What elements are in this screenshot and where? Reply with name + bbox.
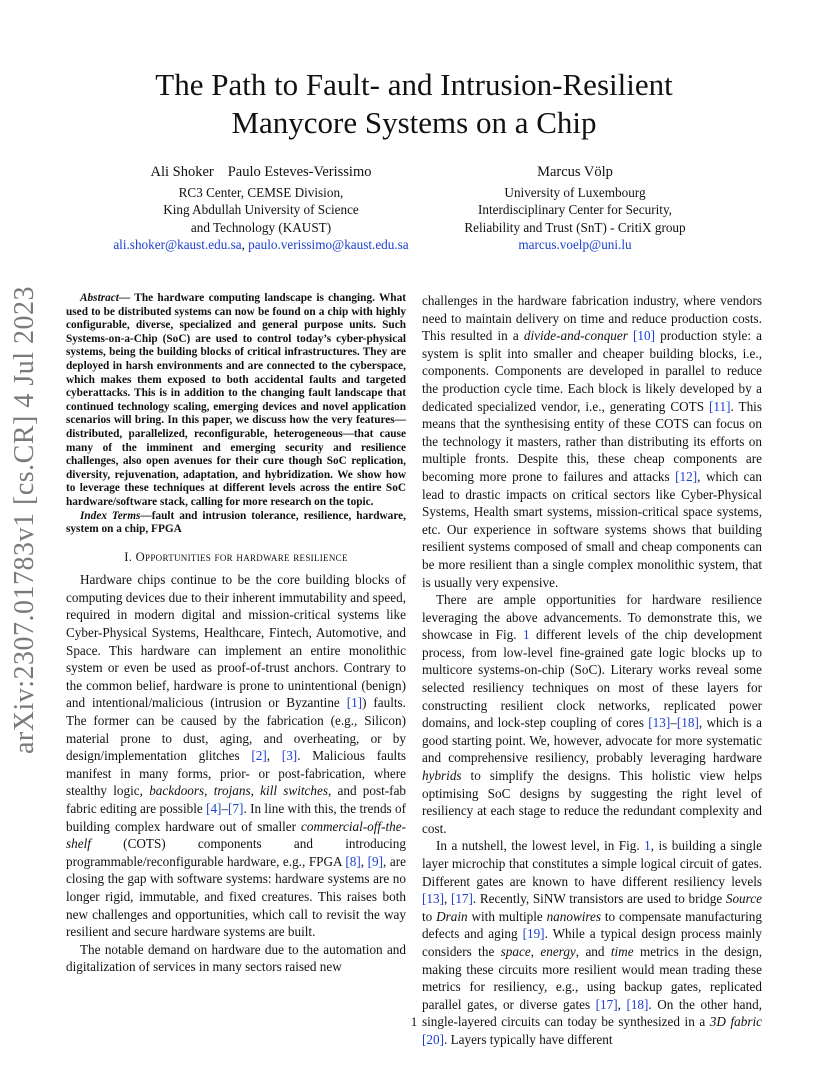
- page-number: 1: [410, 1014, 418, 1029]
- citation-link[interactable]: [10]: [633, 328, 656, 344]
- citation-link[interactable]: [11]: [709, 398, 731, 414]
- author-name: Marcus Völp: [537, 164, 613, 180]
- affiliation-line: University of Luxembourg: [504, 184, 646, 200]
- citation-link[interactable]: [17]: [595, 996, 618, 1012]
- citation-link[interactable]: [1]: [346, 695, 363, 711]
- citation-link[interactable]: [7]: [228, 801, 244, 816]
- citation-link[interactable]: [8]: [345, 853, 361, 869]
- citation-link[interactable]: [9]: [367, 853, 384, 869]
- citation-link[interactable]: [3]: [281, 748, 298, 764]
- author-name: Paulo Esteves-Verissimo: [227, 164, 372, 180]
- citation-link[interactable]: [12]: [675, 468, 698, 484]
- right-column: [422, 292, 762, 1049]
- affiliation-line: and Technology (KAUST): [190, 219, 332, 235]
- author-block-left: [96, 164, 426, 254]
- citation-link[interactable]: [17]: [450, 891, 473, 907]
- figure-link[interactable]: 1: [522, 627, 530, 643]
- body-paragraph: The notable demand on hardware due to the automation and digitalization of services in many sectors raised new: [66, 941, 406, 975]
- body-paragraph: Hardware chips continue to be the core building blocks of computing devices due to their inherent immutability and speed, required in modern digital and mission-critical systems like Cyber-Physical Systems, Healthcare, Fintech, Automotive, and Space. This hardware can implement an entire monolithic system or even be used as proof-of-trust anchors. Contrary to the common belief, hardware is prone to unintentional (benign) and intentional/malicious (intrusion or Byzantine [1]) faults. The former can be caused by the fabrication (e.g., Silicon) material prone to dust, aging, and overheating, or by design/implementation glitches [2], [3]. Malicious faults manifest in many forms, prior- or post-fabrication, where stealthy logic, backdoors, trojans, kill switches, and post-fab fabric editing are possible [4]–[7]. In line with this, the trends of building complex hardware out of smaller commercial-off-the-shelf (COTS) components and introducing programmable/reconfigurable hardware, e.g., FPGA [8], [9], are closing the gap with software systems: hardware systems are no longer rigid, immutable, and fixed creatures. This raises both new challenges and opportunities, which call to revisit the way resilient and secure hardware systems are built.: [66, 572, 407, 940]
- citation-link[interactable]: [13]: [422, 891, 444, 907]
- citation-link[interactable]: [13]: [648, 715, 671, 731]
- section-heading: I. Opportunities for hardware resilience: [124, 549, 348, 564]
- author-block-right: [425, 164, 725, 254]
- affiliation-line: Interdisciplinary Center for Security,: [478, 202, 672, 218]
- abstract-label: Abstract: [80, 292, 119, 304]
- abstract: Abstract— The hardware computing landscape is changing. What used to be distributed systems can now be found on a chip with highly configurable, diverse, specialized and general purpose units. Such Systems-on-a-Chip (SoC) are used to control today’s cyber-physical systems, being the building blocks of critical infrastructures. They are deployed in harsh environments and are connected to the cyberspace, which makes them exposed to both accidental faults and targeted cyberattacks. This is in addition to the changing fault landscape that continued technology scaling, emerging devices and novel application scenarios will bring. In this paper, we discuss how the very features—distributed, parallelized, reconfigurable, heterogeneous—that cause many of the imminent and emerging security and resilience challenges, also open avenues for their cure though SoC replication, diversity, rejuvenation, adaptation, and hybridization. We show how to leverage these techniques at different levels across the entire SoC hardware/software stack, calling for more research on the topic.: [66, 292, 406, 508]
- arxiv-stamp: arXiv:2307.01783v1 [cs.CR] 4 Jul 2023: [9, 285, 40, 755]
- title-line-1: The Path to Fault- and Intrusion-Resilient: [155, 67, 673, 102]
- figure-link[interactable]: 1: [644, 838, 651, 854]
- body-paragraph: In a nutshell, the lowest level, in Fig. 1, is building a single layer microchip that constitutes a simple logical circuit of gates. Different gates are known to have different resiliency levels [13], [17]. Recently, SiNW transistors are used to bridge Source to Drain with multiple nanowires to compensate manufacturing defects and aging [19]. While a typical design process mainly considers the space, energy, and time metrics in the design, making these circuits more resilient would mean trading these metrics for resiliency, e.g., using backup gates, replicated parallel gates, or diverse gates [17], [18]. On the other hand, single-layered circuits can today be synthesized in a 3D fabric [20]. Layers typically have different: [422, 838, 763, 1047]
- index-terms: Index Terms—fault and intrusion tolerance, resilience, hardware, system on a chip, FPGA: [66, 509, 406, 536]
- affiliation-line: RC3 Center, CEMSE Division,: [178, 184, 344, 200]
- left-column: [66, 292, 406, 976]
- title-line-2: Manycore Systems on a Chip: [231, 105, 597, 140]
- email-link[interactable]: ali.shoker@kaust.edu.sa: [113, 237, 242, 253]
- affiliation-line: King Abdullah University of Science: [163, 202, 359, 218]
- citation-link[interactable]: [18]: [626, 996, 649, 1012]
- citation-link[interactable]: [18]: [676, 715, 699, 731]
- citation-link[interactable]: [4]: [206, 801, 222, 816]
- email-link[interactable]: marcus.voelp@uni.lu: [518, 237, 632, 253]
- author-emails-left: ali.shoker@kaust.edu.sa, paulo.verissimo@kaust.edu.sa: [113, 237, 409, 253]
- body-paragraph: challenges in the hardware fabrication industry, where vendors need to maintain delivery on time and reduce production costs. This resulted in a divide-and-conquer [10] production style: a system is split into smaller and cheaper building blocks, i.e., components. Components are developed in parallel to reduce the production cycle time. Each block is likely developed by a dedicated specialized vendor, i.e., generating COTS [11]. This means that the synthesising entity of these COTS can focus on the technology it masters, rather than distributing its efforts on multiple fronts. Despite this, these cheap components are becoming more prone to failures and attacks [12], which can lead to drastic impacts on critical sectors like Cyber-Physical Systems, Health smart systems, mission-critical space systems, etc. Our experience in software systems shows that building resilient systems composed of small and cheap components can be more resilient than a single complex monolithic system, that is usually very expensive.: [422, 293, 763, 590]
- index-terms-label: Index Terms: [80, 509, 141, 522]
- citation-link[interactable]: [2]: [251, 748, 267, 764]
- citation-link[interactable]: [19]: [522, 926, 545, 942]
- author-name: Ali Shoker: [150, 164, 214, 180]
- affiliation-line: Reliability and Trust (SnT) - CritiX group: [464, 219, 686, 235]
- paper-title: [60, 66, 768, 142]
- body-paragraph: There are ample opportunities for hardware resilience leveraging the above advancements. To demonstrate this, we showcase in Fig. 1 different levels of the chip development process, from low-level fine-grained gate logic blocks up to multicore systems-on-chip (SoC). Literary works reveal some selected resiliency techniques on most of these layers for constructing resilient clock networks, replicated power domains, and lock-step coupling of cores [13]–[18], which is a good starting point. We, however, advocate for more systematic and comprehensive resiliency, probably leveraging hardware hybrids to simplify the designs. This holistic view helps optimising SoC designs by suggesting the right level of resiliency at each stage to reduce the redundant complexity and cost.: [422, 592, 762, 836]
- author-names-left: [96, 164, 426, 182]
- email-link[interactable]: paulo.verissimo@kaust.edu.sa: [248, 237, 409, 253]
- citation-link[interactable]: [20]: [422, 1031, 444, 1047]
